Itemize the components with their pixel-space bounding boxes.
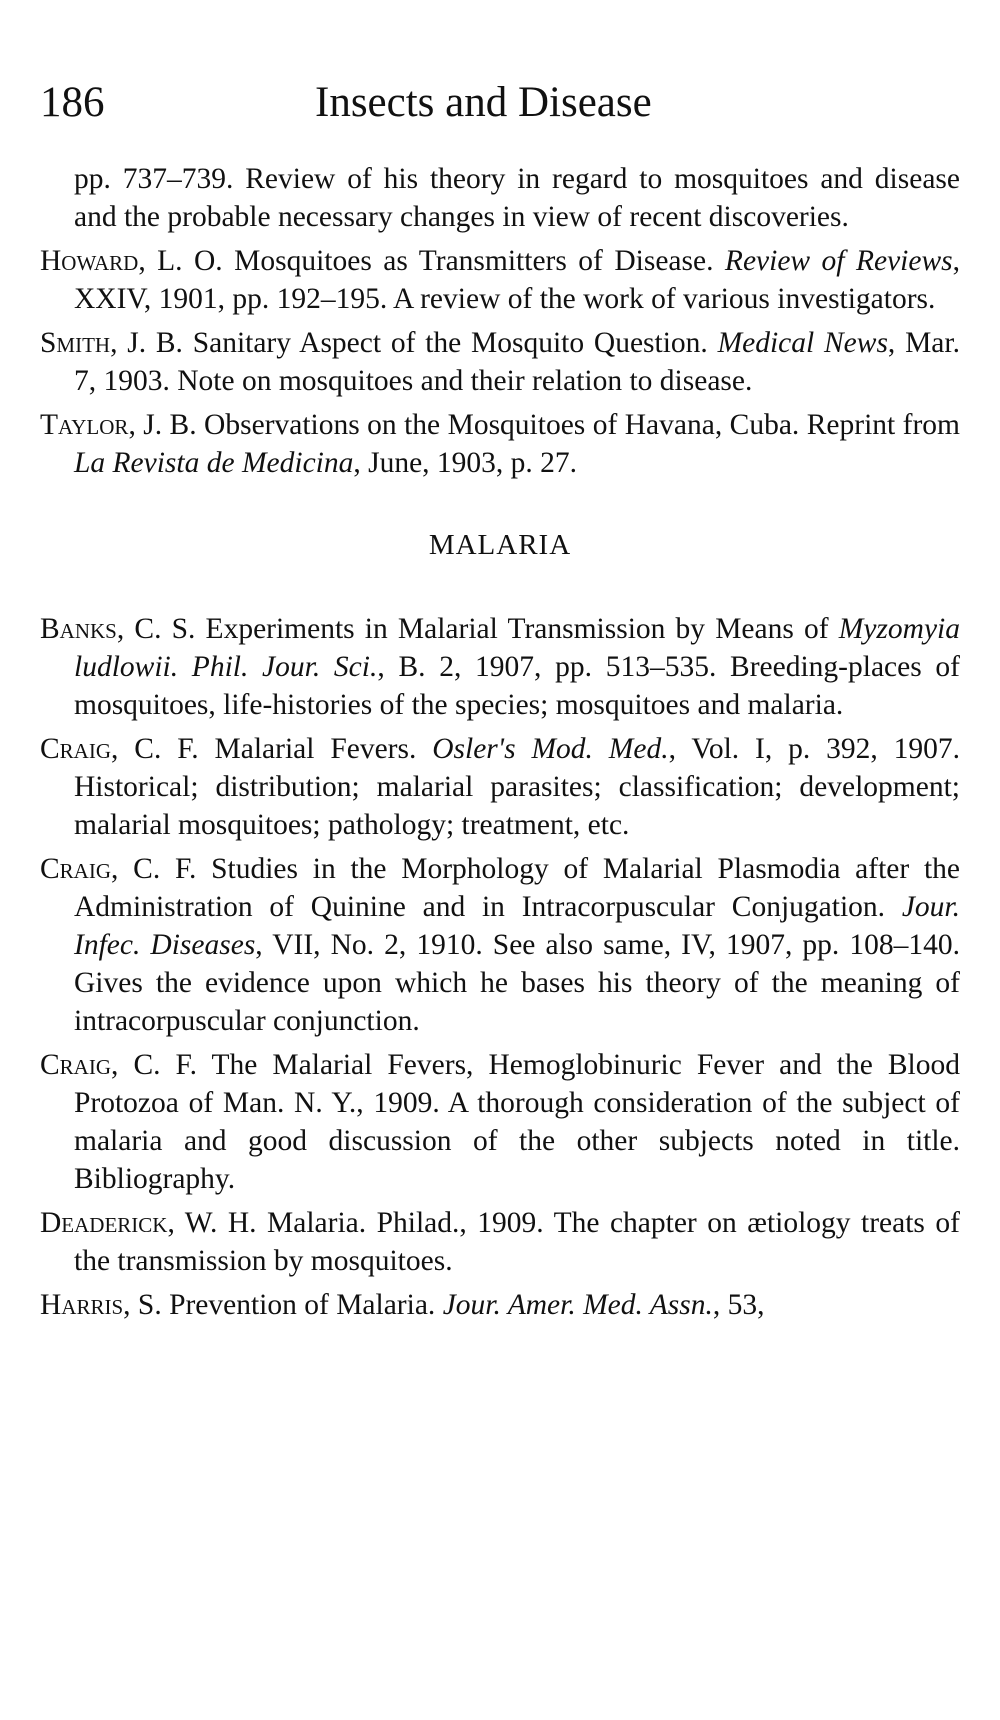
bibliography-entry bbox=[40, 1204, 960, 1280]
entry-publication: Jour. Amer. Med. Assn. bbox=[442, 1289, 713, 1321]
page-number: 186 bbox=[40, 79, 105, 126]
bibliography-entry bbox=[40, 610, 960, 724]
bibliography-entry bbox=[40, 1286, 960, 1324]
entry-text: , 53, bbox=[712, 1289, 765, 1321]
entry-text: , C. F. Studies in the Morphology of Malarial Plasmodia after the Administration of Quinine and in Intracorpuscular Conjugation. bbox=[74, 853, 960, 923]
entry-author: Smith bbox=[40, 327, 111, 359]
entry-publication: Medical News bbox=[717, 327, 888, 359]
entry-author: Craig bbox=[40, 1049, 112, 1081]
entry-text: , C. S. Experiments in Malarial Transmission by Means of bbox=[116, 613, 839, 645]
entry-text: , VII, No. 2, 1910. See also same, IV, 1907, pp. 108–140. Gives the evidence upon which he bases his theory of the meaning of intracorpuscular conjunction. bbox=[74, 929, 960, 1037]
page-header bbox=[40, 78, 960, 138]
entry-text: , XXIV, 1901, pp. 192–195. A review of the work of various investigators. bbox=[74, 245, 960, 315]
bibliography-content bbox=[40, 160, 960, 1330]
bibliography-entry bbox=[40, 160, 960, 236]
entry-text: pp. 737–739. Review of his theory in regard to mosquitoes and disease and the probable necessary changes in view of recent discoveries. bbox=[74, 163, 960, 233]
entry-author: Taylor bbox=[40, 409, 129, 441]
entry-text: , B. 2, 1907, pp. 513–535. Breeding-places of mosquitoes, life-histories of the species; mosquitoes and malaria. bbox=[74, 651, 960, 721]
entry-text: , J. B. Sanitary Aspect of the Mosquito Question. bbox=[110, 327, 718, 359]
entry-author: Howard bbox=[40, 245, 139, 277]
entry-text: , L. O. Mosquitoes as Transmitters of Disease. bbox=[138, 245, 725, 277]
entry-author: Deaderick bbox=[40, 1207, 168, 1239]
entry-publication: Review of Reviews bbox=[724, 245, 953, 277]
entry-author: Craig bbox=[40, 853, 112, 885]
entry-publication: Osler's Mod. Med. bbox=[432, 733, 669, 765]
running-title: Insects and Disease bbox=[315, 79, 652, 126]
bibliography-entry bbox=[40, 850, 960, 1040]
entry-publication: Myzomyia ludlowii. Phil. Jour. Sci. bbox=[74, 613, 960, 683]
entry-text: , C. F. The Malarial Fevers, Hemoglobinuric Fever and the Blood Protozoa of Man. N. Y., 1909. A thorough consideration of the subject of malaria and good discussion of the other subjects noted in title. Bibliography. bbox=[74, 1049, 960, 1195]
entry-author: Harris bbox=[40, 1289, 124, 1321]
entry-text: , J. B. Observations on the Mosquitoes of Havana, Cuba. Reprint from bbox=[128, 409, 960, 441]
bibliography-entry bbox=[40, 730, 960, 844]
entry-publication: Jour. Infec. Diseases bbox=[74, 891, 960, 961]
bibliography-entry bbox=[40, 324, 960, 400]
entry-text: , Mar. 7, 1903. Note on mosquitoes and their relation to disease. bbox=[74, 327, 960, 397]
entry-text: , W. H. Malaria. Philad., 1909. The chapter on ætiology treats of the transmission by mosquitoes. bbox=[74, 1207, 960, 1277]
entry-author: Banks bbox=[40, 613, 117, 645]
entry-publication: La Revista de Medicina bbox=[74, 447, 354, 479]
bibliography-entry bbox=[40, 242, 960, 318]
entry-text: , Vol. I, p. 392, 1907. Historical; distribution; malarial parasites; classification; development; malarial mosquitoes; pathology; treatment, etc. bbox=[74, 733, 960, 841]
entry-text: , C. F. Malarial Fevers. bbox=[111, 733, 433, 765]
bibliography-entry bbox=[40, 1046, 960, 1198]
bibliography-entry bbox=[40, 406, 960, 482]
section-heading: MALARIA bbox=[428, 529, 572, 561]
entry-author: Craig bbox=[40, 733, 112, 765]
entry-text: , S. Prevention of Malaria. bbox=[123, 1289, 443, 1321]
entry-text: , June, 1903, p. 27. bbox=[353, 447, 578, 479]
